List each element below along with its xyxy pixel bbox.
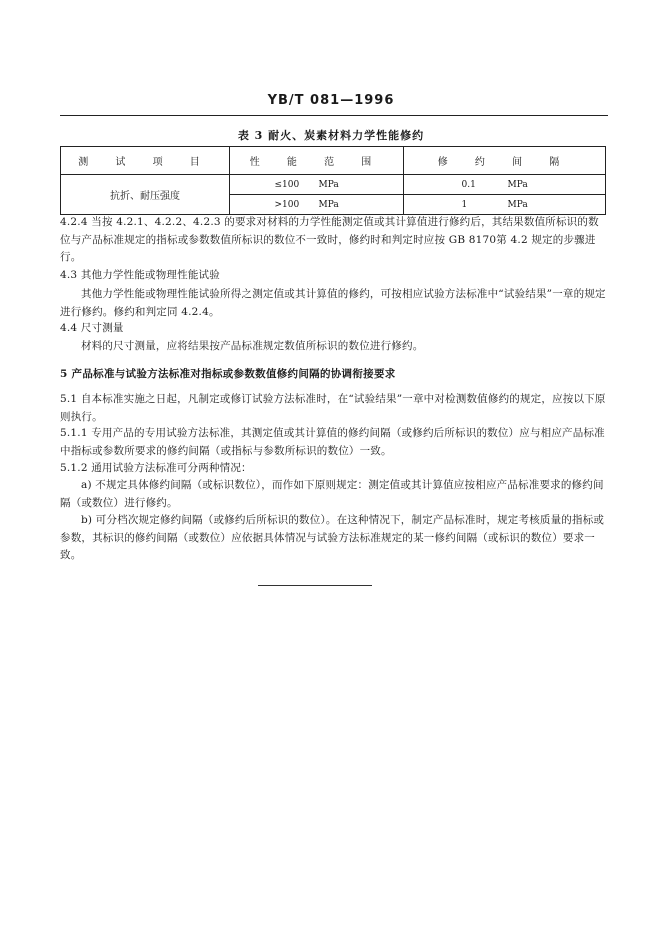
- range-cell: [230, 195, 404, 215]
- clause-4-4-heading: 4.4 尺寸测量: [60, 322, 124, 334]
- clause-4-4-text: 材料的尺寸测量，应将结果按产品标准规定数值所标识的数位进行修约。: [81, 340, 424, 352]
- interval-value: 0.1: [461, 179, 476, 190]
- clause-5-1-2-b: b) 可分档次规定修约间隔（或修约后所标识的数位）。在这种情况下，制定产品标准时，规定考核质量的指标或参数，其标识的修约间隔（或数位）应依据具体情况与试验方法标准规定的某一修约间隔（或标识的数位）要求一致。: [60, 514, 605, 561]
- interval-value: 1: [461, 199, 468, 210]
- header-divider: [60, 115, 608, 116]
- section-5-heading: 5 产品标准与试验方法标准对指标或参数数值修约间隔的协调衔接要求: [60, 368, 396, 380]
- end-rule: [258, 585, 372, 586]
- interval-cell: [404, 175, 606, 195]
- test-item-cell: 抗折、耐压强度: [61, 175, 230, 215]
- document-code-header: YB/T 081—1996: [267, 93, 395, 108]
- column-header-interval: 修 约 间 隔: [404, 147, 606, 175]
- range-value: ≤100: [274, 179, 300, 190]
- clause-5-1-2-a: a) 不规定具体修约间隔（或标识数位），而作如下原则规定：测定值或其计算值应按相应产品标准要求的修约间隔（或数位）进行修约。: [60, 479, 604, 509]
- range-unit: MPa: [318, 179, 339, 190]
- table-caption: 表 3 耐火、炭素材料力学性能修约: [237, 129, 425, 142]
- table-row: [61, 175, 606, 195]
- range-unit: MPa: [318, 199, 339, 210]
- clause-4-3-text: 其他力学性能或物理性能试验所得之测定值或其计算值的修约，可按相应试验方法标准中“试验结果”一章的规定进行修约。修约和判定同 4.2.4。: [60, 288, 606, 318]
- clause-5-1-1: 5.1.1 专用产品的专用试验方法标准，其测定值或其计算值的修约间隔（或修约后所标识的数位）应与相应产品标准中指标或参数所要求的修约间隔（或指标与参数所标识的数位）一致。: [60, 427, 605, 457]
- range-cell: [230, 175, 404, 195]
- clause-4-3-heading: 4.3 其他力学性能或物理性能试验: [60, 269, 220, 281]
- interval-unit: MPa: [507, 199, 528, 210]
- column-header-range: 性 能 范 围: [230, 147, 404, 175]
- clause-5-1-2: 5.1.2 通用试验方法标准可分两种情况：: [60, 462, 252, 474]
- clause-5-1: 5.1 自本标准实施之日起，凡制定或修订试验方法标准时，在“试验结果”一章中对检测数值修约的规定，应按以下原则执行。: [60, 393, 606, 423]
- column-header-item: 测 试 项 目: [61, 147, 230, 175]
- clause-4-2-4: 4.2.4 当按 4.2.1、4.2.2、4.2.3 的要求对材料的力学性能测定值或其计算值进行修约后，其结果数值所标识的数位与产品标准规定的指标或参数数值所标识的数位不一致时，修约时和判定时应按 GB 8170第 4.2 规定的步骤进行。: [60, 216, 599, 263]
- interval-unit: MPa: [507, 179, 528, 190]
- interval-cell: [404, 195, 606, 215]
- properties-table: [60, 146, 606, 215]
- range-value: >100: [274, 199, 300, 210]
